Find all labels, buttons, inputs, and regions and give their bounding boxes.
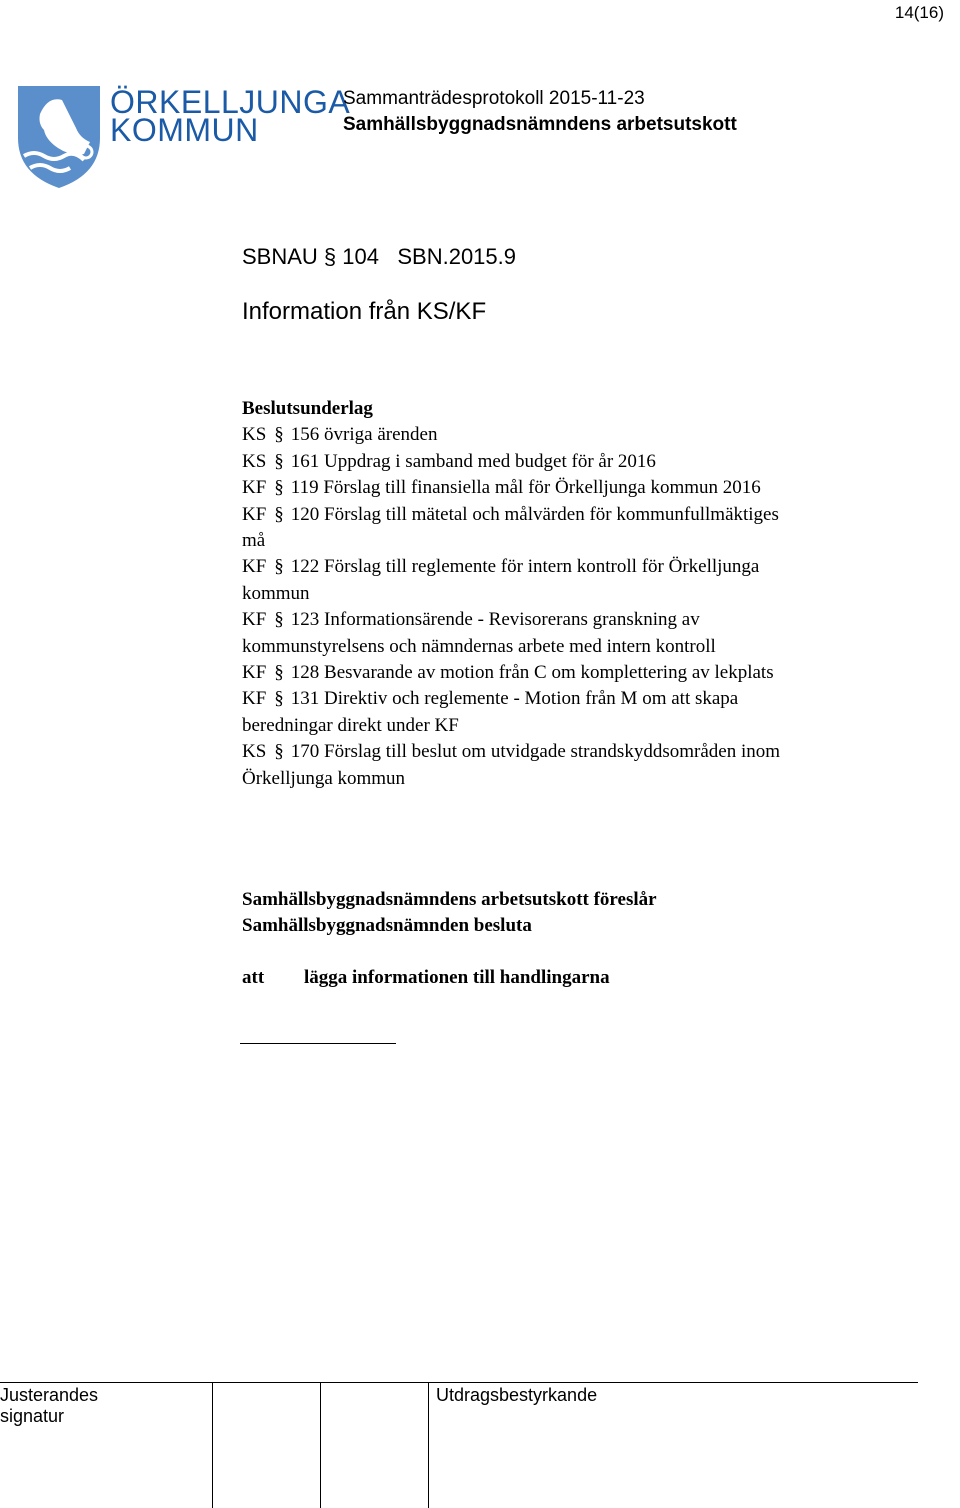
basis-item-org: KF: [242, 556, 267, 578]
justering-line-2: signatur: [0, 1406, 65, 1426]
basis-item-org: KF: [242, 503, 267, 525]
case-reference: [242, 244, 516, 270]
footer-rule: [0, 1382, 918, 1383]
footer-divider: [212, 1382, 213, 1508]
basis-item-org: KF: [242, 609, 267, 631]
case-number: 104: [342, 244, 380, 269]
logo-line2: KOMMUN: [110, 112, 259, 148]
basis-item: [242, 686, 902, 712]
case-title: Information från KS/KF: [242, 298, 487, 325]
footer: [0, 1382, 918, 1508]
justering-line-1: Justerandes: [0, 1385, 99, 1405]
basis-item-org: KS: [242, 424, 267, 446]
basis-item-text: 128 Besvarande av motion från C om komplettering av lekplats: [290, 662, 774, 684]
decision-basis: [242, 396, 902, 792]
basis-list: [242, 422, 902, 792]
proposal: [242, 887, 657, 940]
committee-name: Samhällsbyggnadsnämndens arbetsutskott: [343, 114, 737, 135]
basis-item-text: 120 Förslag till mätetal och målvärden för kommunfullmäktiges: [290, 503, 779, 525]
basis-item-text: 161 Uppdrag i samband med budget för år 2016: [290, 450, 656, 472]
logo-wordmark: [110, 84, 351, 148]
section-sign: §: [274, 477, 284, 499]
basis-item: [242, 422, 902, 448]
logo-line1: ÖRKELLJUNGA: [110, 84, 351, 120]
basis-item-org: KF: [242, 477, 267, 499]
case-prefix: SBNAU: [242, 244, 318, 269]
basis-item-continuation: må: [242, 530, 266, 552]
section-sign: §: [274, 662, 284, 684]
section-sign: §: [323, 244, 337, 269]
basis-item-org: KF: [242, 688, 267, 710]
basis-item-text: 131 Direktiv och reglemente - Motion från M om att skapa: [290, 688, 739, 710]
section-sign: §: [274, 503, 284, 525]
basis-item-org: KS: [242, 741, 267, 763]
basis-item-org: KF: [242, 662, 267, 684]
municipality-logo: [18, 84, 100, 188]
signature-line: [240, 1043, 396, 1044]
decision-text: lägga informationen till handlingarna: [304, 967, 610, 988]
basis-item: [242, 475, 902, 501]
basis-heading: Beslutsunderlag: [242, 398, 373, 419]
document-header: [343, 86, 737, 138]
basis-item-text: 170 Förslag till beslut om utvidgade strandskyddsområden inom: [290, 741, 781, 763]
basis-item: [242, 607, 902, 633]
basis-item: [242, 554, 902, 580]
section-sign: §: [274, 609, 284, 631]
basis-item-text: 122 Förslag till reglemente för intern kontroll för Örkelljunga: [290, 556, 760, 578]
basis-item-org: KS: [242, 450, 267, 472]
proposal-line-1: Samhällsbyggnadsnämndens arbetsutskott föreslår: [242, 889, 657, 910]
section-sign: §: [274, 424, 284, 446]
page-number: 14(16): [894, 3, 944, 22]
section-sign: §: [274, 450, 284, 472]
utdrag-label: Utdragsbestyrkande: [436, 1385, 598, 1405]
basis-item: [242, 449, 902, 475]
section-sign: §: [274, 556, 284, 578]
basis-item: [242, 739, 902, 765]
decision-att: att: [242, 967, 265, 988]
section-sign: §: [274, 741, 284, 763]
basis-item-text: 119 Förslag till finansiella mål för Örkelljunga kommun 2016: [290, 477, 761, 499]
case-dnr: SBN.2015.9: [397, 244, 516, 269]
basis-item-continuation: beredningar direkt under KF: [242, 714, 459, 736]
footer-divider: [428, 1382, 429, 1508]
decision: [242, 967, 610, 989]
basis-item-continuation: kommun: [242, 582, 310, 604]
basis-item: [242, 660, 902, 686]
section-sign: §: [274, 688, 284, 710]
justering-label: [0, 1385, 98, 1427]
basis-item-continuation: Örkelljunga kommun: [242, 767, 406, 789]
basis-item: [242, 502, 902, 528]
proposal-line-2: Samhällsbyggnadsnämnden besluta: [242, 915, 532, 937]
basis-item-text: 123 Informationsärende - Revisorerans granskning av: [290, 609, 700, 631]
basis-item-continuation: kommunstyrelsens och nämndernas arbete med intern kontroll: [242, 635, 716, 657]
basis-item-text: 156 övriga ärenden: [290, 424, 438, 446]
footer-divider: [320, 1382, 321, 1508]
meeting-title: Sammanträdesprotokoll 2015-11-23: [343, 88, 645, 109]
